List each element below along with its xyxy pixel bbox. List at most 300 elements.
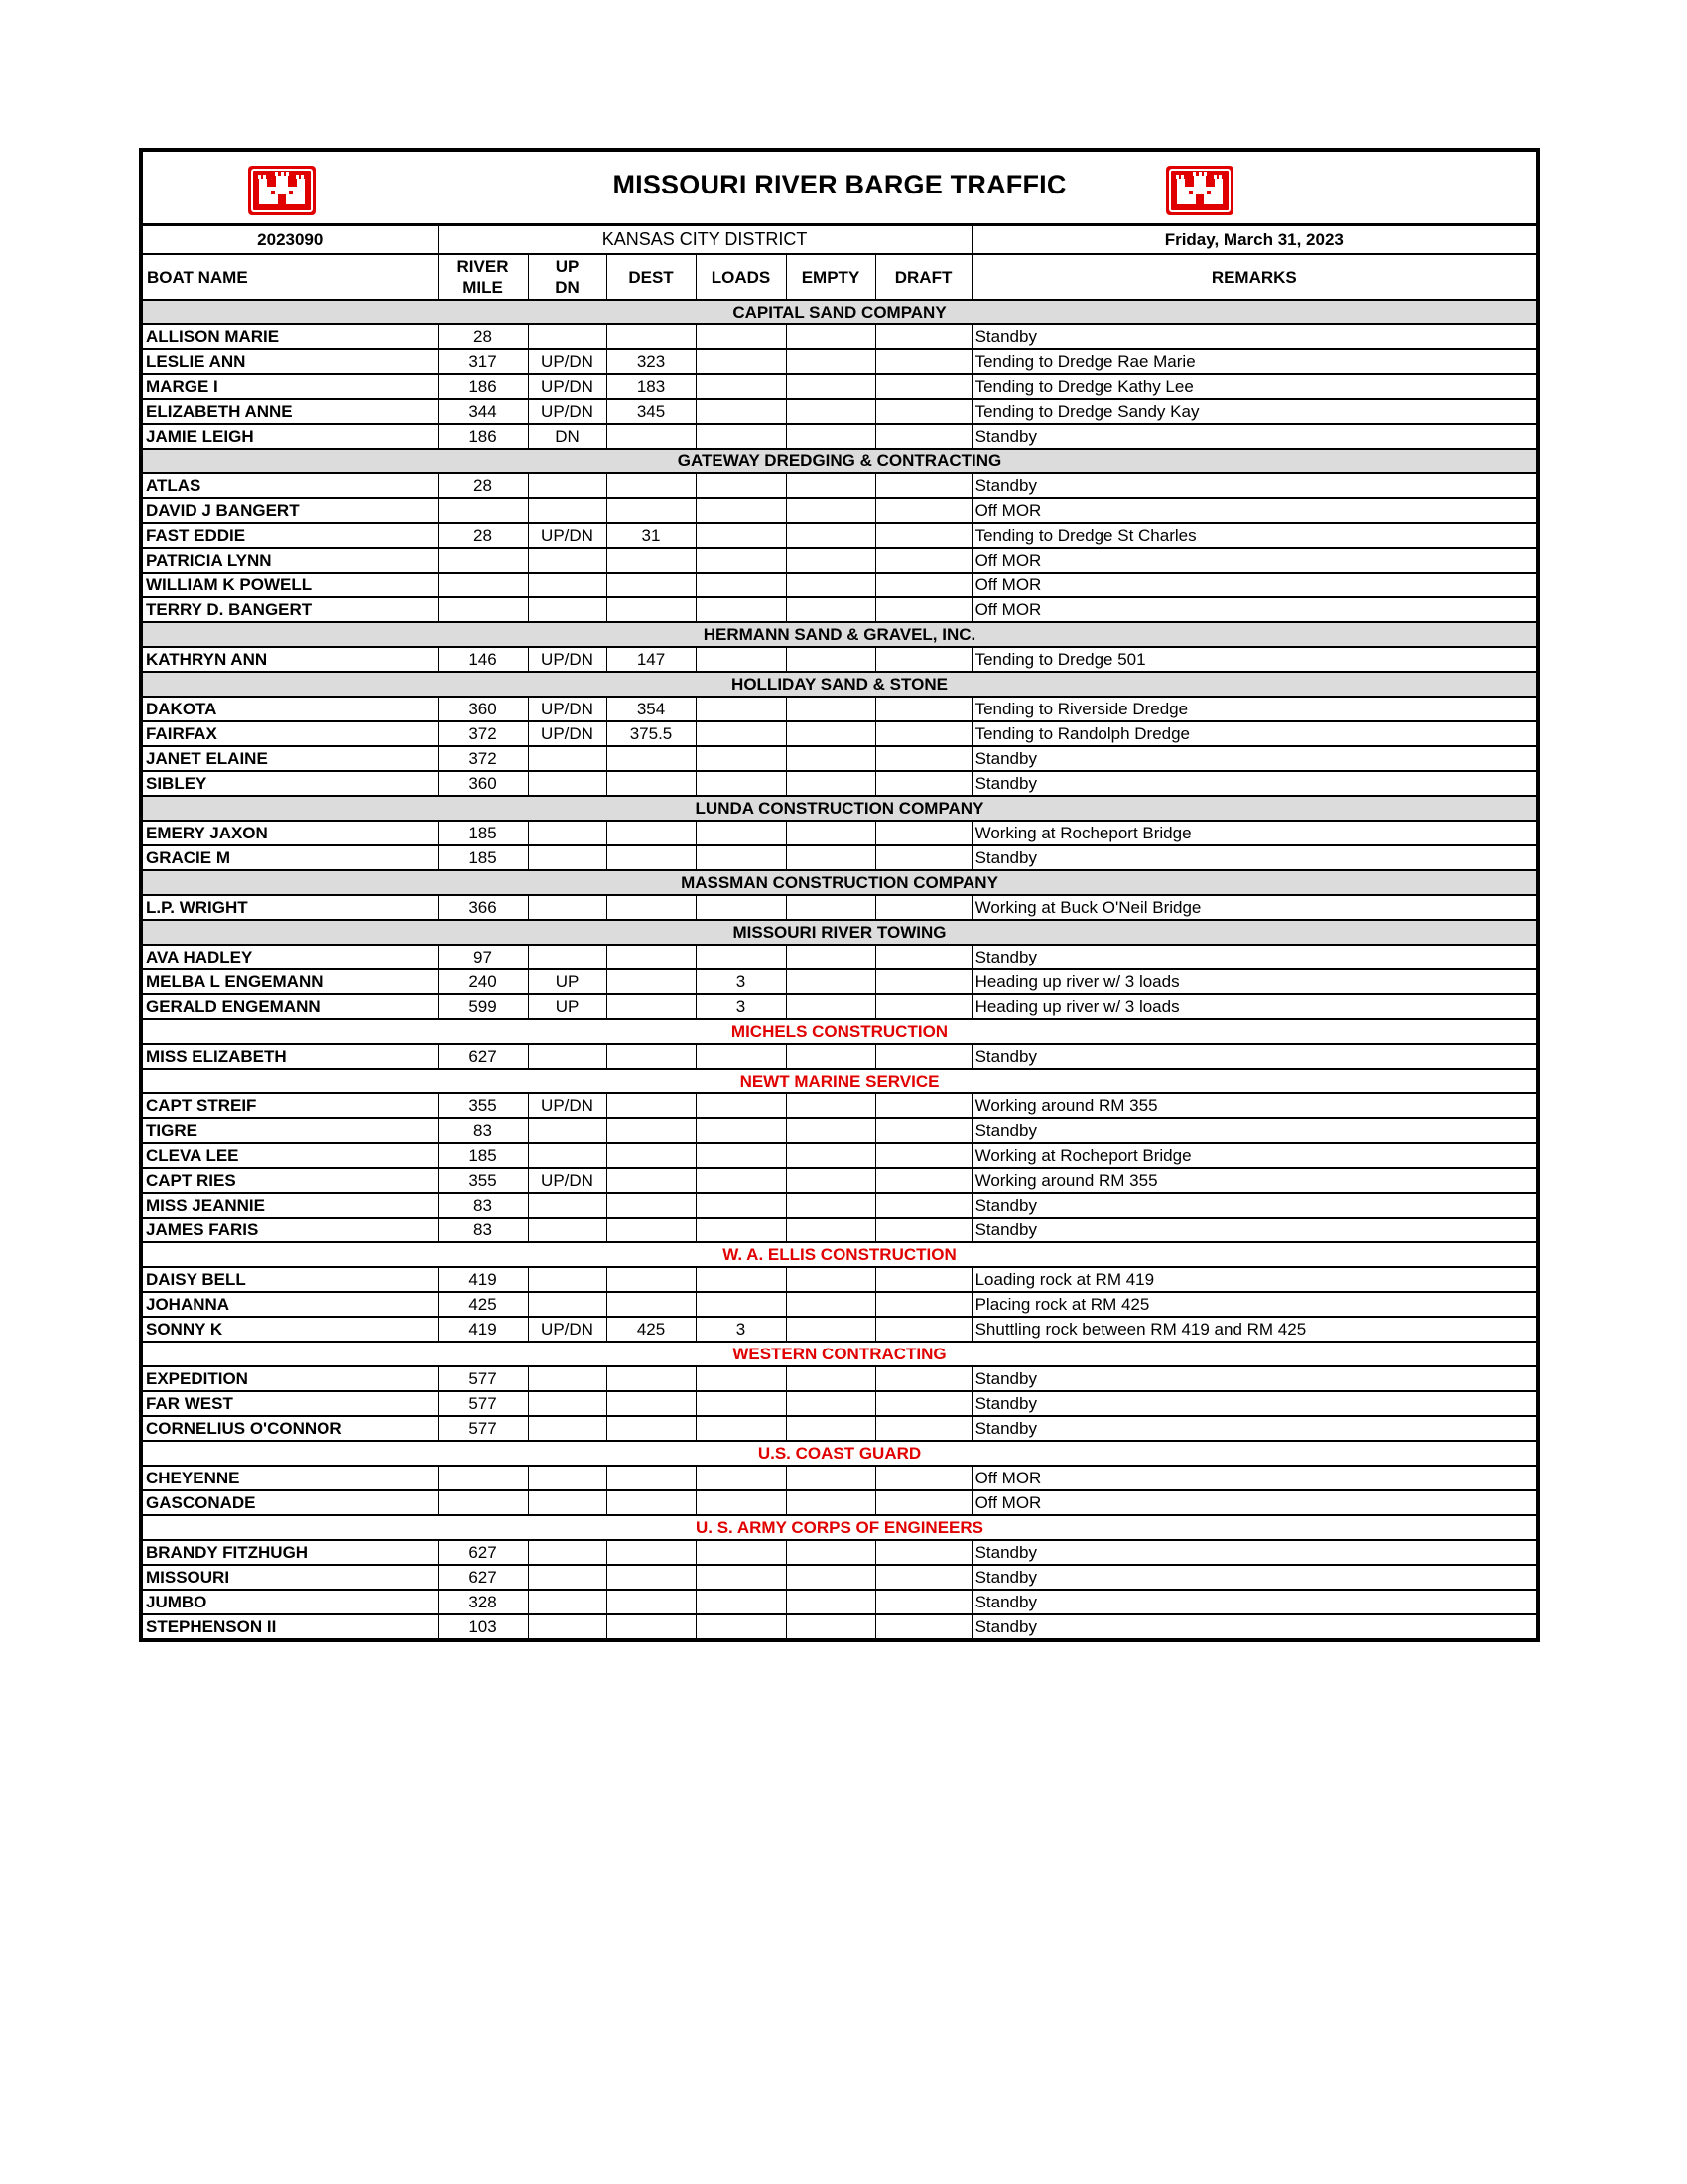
- cell-boat-name: GASCONADE: [143, 1490, 438, 1515]
- cell-dest: [606, 994, 696, 1019]
- cell-draft: [875, 1193, 972, 1218]
- cell-loads: [696, 424, 786, 449]
- cell-loads: [696, 647, 786, 672]
- cell-remarks: Standby: [972, 1590, 1536, 1614]
- cell-river-mile: 419: [438, 1267, 528, 1292]
- boat-row: [143, 771, 1536, 796]
- boat-row: [143, 374, 1536, 399]
- cell-loads: [696, 548, 786, 573]
- boat-row: [143, 548, 1536, 573]
- cell-loads: [696, 1292, 786, 1317]
- cell-dest: [606, 1416, 696, 1441]
- boat-row: [143, 1292, 1536, 1317]
- cell-boat-name: SIBLEY: [143, 771, 438, 796]
- boat-row: [143, 721, 1536, 746]
- company-section-header: [143, 1342, 1536, 1366]
- cell-boat-name: FAST EDDIE: [143, 523, 438, 548]
- boat-row: [143, 1168, 1536, 1193]
- cell-up-dn: UP/DN: [528, 721, 606, 746]
- company-section-header: [143, 449, 1536, 473]
- cell-draft: [875, 349, 972, 374]
- page-title: MISSOURI RIVER BARGE TRAFFIC: [612, 170, 1067, 199]
- cell-draft: [875, 1565, 972, 1590]
- cell-empty: [786, 1366, 875, 1391]
- header-loads: LOADS: [696, 254, 786, 300]
- cell-loads: [696, 895, 786, 920]
- cell-boat-name: MISS JEANNIE: [143, 1193, 438, 1218]
- cell-remarks: Standby: [972, 746, 1536, 771]
- cell-draft: [875, 523, 972, 548]
- cell-loads: [696, 845, 786, 870]
- cell-boat-name: DAKOTA: [143, 697, 438, 721]
- cell-up-dn: UP/DN: [528, 399, 606, 424]
- cell-dest: [606, 771, 696, 796]
- cell-dest: [606, 1490, 696, 1515]
- cell-river-mile: 627: [438, 1044, 528, 1069]
- cell-draft: [875, 473, 972, 498]
- cell-dest: [606, 945, 696, 969]
- header-empty: EMPTY: [786, 254, 875, 300]
- cell-river-mile: 83: [438, 1193, 528, 1218]
- cell-dest: [606, 1218, 696, 1242]
- cell-remarks: Off MOR: [972, 1490, 1536, 1515]
- cell-river-mile: 185: [438, 845, 528, 870]
- cell-empty: [786, 945, 875, 969]
- cell-draft: [875, 1366, 972, 1391]
- boat-row: [143, 1193, 1536, 1218]
- cell-boat-name: PATRICIA LYNN: [143, 548, 438, 573]
- company-name: MISSOURI RIVER TOWING: [143, 920, 1536, 945]
- header-river-mile-line2: MILE: [462, 278, 503, 297]
- cell-dest: [606, 473, 696, 498]
- cell-river-mile: 103: [438, 1614, 528, 1638]
- cell-dest: [606, 1093, 696, 1118]
- cell-up-dn: [528, 1292, 606, 1317]
- cell-remarks: Off MOR: [972, 498, 1536, 523]
- cell-remarks: Tending to Dredge St Charles: [972, 523, 1536, 548]
- cell-river-mile: 186: [438, 374, 528, 399]
- cell-boat-name: CHEYENNE: [143, 1466, 438, 1490]
- cell-up-dn: UP/DN: [528, 374, 606, 399]
- cell-loads: [696, 1143, 786, 1168]
- cell-up-dn: UP/DN: [528, 523, 606, 548]
- company-name: MICHELS CONSTRUCTION: [143, 1019, 1536, 1044]
- cell-dest: 425: [606, 1317, 696, 1342]
- company-name: U. S. ARMY CORPS OF ENGINEERS: [143, 1515, 1536, 1540]
- cell-boat-name: JAMES FARIS: [143, 1218, 438, 1242]
- cell-up-dn: [528, 945, 606, 969]
- cell-up-dn: UP/DN: [528, 349, 606, 374]
- cell-remarks: Off MOR: [972, 597, 1536, 622]
- cell-up-dn: [528, 1466, 606, 1490]
- cell-boat-name: MARGE I: [143, 374, 438, 399]
- cell-draft: [875, 498, 972, 523]
- cell-boat-name: JANET ELAINE: [143, 746, 438, 771]
- cell-up-dn: [528, 597, 606, 622]
- cell-draft: [875, 845, 972, 870]
- cell-up-dn: UP/DN: [528, 647, 606, 672]
- cell-loads: [696, 1267, 786, 1292]
- cell-draft: [875, 721, 972, 746]
- cell-empty: [786, 1143, 875, 1168]
- cell-boat-name: CAPT RIES: [143, 1168, 438, 1193]
- cell-up-dn: [528, 1193, 606, 1218]
- cell-loads: [696, 1366, 786, 1391]
- cell-empty: [786, 324, 875, 349]
- cell-river-mile: 360: [438, 697, 528, 721]
- cell-dest: [606, 1292, 696, 1317]
- cell-loads: [696, 1490, 786, 1515]
- cell-remarks: Standby: [972, 1044, 1536, 1069]
- cell-up-dn: [528, 1366, 606, 1391]
- cell-empty: [786, 771, 875, 796]
- header-remarks: REMARKS: [972, 254, 1536, 300]
- cell-river-mile: 372: [438, 746, 528, 771]
- cell-loads: [696, 1614, 786, 1638]
- title-bar: [143, 152, 1536, 226]
- cell-up-dn: [528, 1218, 606, 1242]
- cell-dest: [606, 1590, 696, 1614]
- boat-row: [143, 399, 1536, 424]
- cell-loads: [696, 1416, 786, 1441]
- cell-boat-name: MISS ELIZABETH: [143, 1044, 438, 1069]
- cell-empty: [786, 473, 875, 498]
- cell-river-mile: [438, 1466, 528, 1490]
- cell-boat-name: FAR WEST: [143, 1391, 438, 1416]
- cell-empty: [786, 1590, 875, 1614]
- cell-remarks: Off MOR: [972, 1466, 1536, 1490]
- cell-boat-name: DAVID J BANGERT: [143, 498, 438, 523]
- cell-dest: [606, 424, 696, 449]
- cell-loads: [696, 349, 786, 374]
- cell-river-mile: 355: [438, 1093, 528, 1118]
- cell-loads: [696, 597, 786, 622]
- cell-empty: [786, 1193, 875, 1218]
- cell-draft: [875, 324, 972, 349]
- header-up-dn-line1: UP: [555, 257, 580, 276]
- cell-dest: [606, 324, 696, 349]
- barge-table: [143, 226, 1536, 1638]
- cell-river-mile: 425: [438, 1292, 528, 1317]
- cell-boat-name: EXPEDITION: [143, 1366, 438, 1391]
- cell-draft: [875, 1118, 972, 1143]
- cell-boat-name: GERALD ENGEMANN: [143, 994, 438, 1019]
- cell-river-mile: 344: [438, 399, 528, 424]
- cell-remarks: Tending to Dredge Rae Marie: [972, 349, 1536, 374]
- boat-row: [143, 1466, 1536, 1490]
- cell-river-mile: 28: [438, 324, 528, 349]
- cell-empty: [786, 1317, 875, 1342]
- cell-boat-name: DAISY BELL: [143, 1267, 438, 1292]
- boat-row: [143, 1143, 1536, 1168]
- cell-boat-name: TIGRE: [143, 1118, 438, 1143]
- boat-row: [143, 969, 1536, 994]
- boat-row: [143, 1590, 1536, 1614]
- company-name: HERMANN SAND & GRAVEL, INC.: [143, 622, 1536, 647]
- cell-river-mile: 83: [438, 1218, 528, 1242]
- cell-remarks: Tending to Randolph Dredge: [972, 721, 1536, 746]
- cell-river-mile: 317: [438, 349, 528, 374]
- cell-loads: 3: [696, 969, 786, 994]
- boat-row: [143, 697, 1536, 721]
- cell-remarks: Standby: [972, 771, 1536, 796]
- company-name: HOLLIDAY SAND & STONE: [143, 672, 1536, 697]
- boat-row: [143, 597, 1536, 622]
- cell-river-mile: 146: [438, 647, 528, 672]
- cell-boat-name: CAPT STREIF: [143, 1093, 438, 1118]
- cell-draft: [875, 895, 972, 920]
- cell-boat-name: EMERY JAXON: [143, 821, 438, 845]
- cell-empty: [786, 1565, 875, 1590]
- cell-loads: 3: [696, 1317, 786, 1342]
- cell-dest: 375.5: [606, 721, 696, 746]
- cell-dest: [606, 821, 696, 845]
- cell-empty: [786, 969, 875, 994]
- company-name: NEWT MARINE SERVICE: [143, 1069, 1536, 1093]
- cell-remarks: Tending to Dredge Kathy Lee: [972, 374, 1536, 399]
- cell-up-dn: [528, 746, 606, 771]
- boat-row: [143, 424, 1536, 449]
- cell-remarks: Standby: [972, 1540, 1536, 1565]
- cell-draft: [875, 1590, 972, 1614]
- company-section-header: [143, 870, 1536, 895]
- cell-boat-name: LESLIE ANN: [143, 349, 438, 374]
- barge-traffic-sheet: [139, 148, 1540, 1642]
- cell-river-mile: [438, 573, 528, 597]
- cell-loads: [696, 523, 786, 548]
- cell-river-mile: 577: [438, 1391, 528, 1416]
- cell-draft: [875, 1540, 972, 1565]
- cell-remarks: Standby: [972, 1416, 1536, 1441]
- company-name: WESTERN CONTRACTING: [143, 1342, 1536, 1366]
- cell-loads: [696, 1193, 786, 1218]
- cell-river-mile: 360: [438, 771, 528, 796]
- boat-row: [143, 1317, 1536, 1342]
- cell-empty: [786, 349, 875, 374]
- cell-empty: [786, 1466, 875, 1490]
- cell-empty: [786, 1093, 875, 1118]
- cell-river-mile: 328: [438, 1590, 528, 1614]
- cell-draft: [875, 1466, 972, 1490]
- cell-up-dn: [528, 1143, 606, 1168]
- cell-loads: [696, 399, 786, 424]
- cell-empty: [786, 721, 875, 746]
- cell-loads: [696, 1466, 786, 1490]
- company-name: GATEWAY DREDGING & CONTRACTING: [143, 449, 1536, 473]
- cell-loads: [696, 473, 786, 498]
- cell-loads: [696, 746, 786, 771]
- cell-remarks: Heading up river w/ 3 loads: [972, 969, 1536, 994]
- cell-empty: [786, 1044, 875, 1069]
- cell-river-mile: 28: [438, 523, 528, 548]
- cell-draft: [875, 969, 972, 994]
- cell-dest: [606, 1614, 696, 1638]
- cell-loads: 3: [696, 994, 786, 1019]
- cell-dest: [606, 1193, 696, 1218]
- cell-remarks: Tending to Dredge Sandy Kay: [972, 399, 1536, 424]
- cell-remarks: Tending to Riverside Dredge: [972, 697, 1536, 721]
- boat-row: [143, 1218, 1536, 1242]
- cell-remarks: Standby: [972, 1366, 1536, 1391]
- cell-boat-name: JAMIE LEIGH: [143, 424, 438, 449]
- cell-dest: 345: [606, 399, 696, 424]
- company-section-header: [143, 796, 1536, 821]
- cell-loads: [696, 697, 786, 721]
- cell-dest: [606, 845, 696, 870]
- cell-up-dn: [528, 895, 606, 920]
- cell-dest: 183: [606, 374, 696, 399]
- cell-boat-name: FAIRFAX: [143, 721, 438, 746]
- cell-boat-name: CORNELIUS O'CONNOR: [143, 1416, 438, 1441]
- cell-empty: [786, 523, 875, 548]
- cell-boat-name: CLEVA LEE: [143, 1143, 438, 1168]
- cell-remarks: Off MOR: [972, 573, 1536, 597]
- cell-empty: [786, 573, 875, 597]
- boat-row: [143, 498, 1536, 523]
- cell-remarks: Working at Buck O'Neil Bridge: [972, 895, 1536, 920]
- cell-up-dn: [528, 548, 606, 573]
- cell-empty: [786, 597, 875, 622]
- boat-row: [143, 1366, 1536, 1391]
- cell-empty: [786, 895, 875, 920]
- cell-empty: [786, 1118, 875, 1143]
- cell-up-dn: [528, 1540, 606, 1565]
- cell-up-dn: [528, 1391, 606, 1416]
- company-name: U.S. COAST GUARD: [143, 1441, 1536, 1466]
- cell-river-mile: 372: [438, 721, 528, 746]
- cell-up-dn: [528, 771, 606, 796]
- cell-empty: [786, 697, 875, 721]
- cell-remarks: Standby: [974, 1617, 1037, 1636]
- cell-loads: [696, 1218, 786, 1242]
- cell-river-mile: [438, 548, 528, 573]
- cell-river-mile: 419: [438, 1317, 528, 1342]
- cell-dest: [606, 1143, 696, 1168]
- district-name: KANSAS CITY DISTRICT: [438, 226, 972, 254]
- header-draft: DRAFT: [875, 254, 972, 300]
- cell-up-dn: UP/DN: [528, 1168, 606, 1193]
- cell-draft: [875, 1317, 972, 1342]
- cell-boat-name: KATHRYN ANN: [143, 647, 438, 672]
- cell-up-dn: [528, 1044, 606, 1069]
- company-section-header: [143, 300, 1536, 324]
- cell-remarks: Standby: [972, 1193, 1536, 1218]
- cell-boat-name: BRANDY FITZHUGH: [143, 1540, 438, 1565]
- cell-empty: [786, 1614, 875, 1638]
- cell-empty: [786, 548, 875, 573]
- cell-loads: [696, 721, 786, 746]
- cell-draft: [875, 1416, 972, 1441]
- cell-up-dn: DN: [528, 424, 606, 449]
- cell-draft: [875, 1168, 972, 1193]
- cell-draft: [875, 697, 972, 721]
- boat-row: [143, 845, 1536, 870]
- cell-remarks: Standby: [972, 324, 1536, 349]
- report-id: 2023090: [143, 226, 438, 254]
- header-up-dn-line2: DN: [555, 278, 580, 297]
- cell-up-dn: [528, 845, 606, 870]
- cell-up-dn: UP/DN: [528, 697, 606, 721]
- company-section-header: [143, 1242, 1536, 1267]
- cell-up-dn: [528, 1416, 606, 1441]
- company-section-header: [143, 1441, 1536, 1466]
- cell-dest: 31: [606, 523, 696, 548]
- cell-remarks: Standby: [972, 473, 1536, 498]
- cell-empty: [786, 424, 875, 449]
- boat-row: [143, 1391, 1536, 1416]
- cell-up-dn: UP/DN: [528, 1317, 606, 1342]
- cell-draft: [875, 1218, 972, 1242]
- header-river-mile: [438, 254, 528, 300]
- cell-loads: [696, 1118, 786, 1143]
- cell-river-mile: [438, 597, 528, 622]
- cell-remarks: Working at Rocheport Bridge: [972, 821, 1536, 845]
- cell-boat-name: SONNY K: [143, 1317, 438, 1342]
- boat-row: [143, 1540, 1536, 1565]
- cell-river-mile: 577: [438, 1416, 528, 1441]
- cell-empty: [786, 845, 875, 870]
- cell-remarks: Standby: [972, 1391, 1536, 1416]
- cell-boat-name: JUMBO: [143, 1590, 438, 1614]
- cell-empty: [786, 1292, 875, 1317]
- cell-remarks: Heading up river w/ 3 loads: [972, 994, 1536, 1019]
- cell-boat-name: L.P. WRIGHT: [143, 895, 438, 920]
- cell-river-mile: 577: [438, 1366, 528, 1391]
- cell-draft: [875, 424, 972, 449]
- boat-row: [143, 746, 1536, 771]
- cell-draft: [875, 573, 972, 597]
- cell-draft: [875, 1267, 972, 1292]
- cell-river-mile: 185: [438, 1143, 528, 1168]
- cell-river-mile: 627: [438, 1540, 528, 1565]
- cell-loads: [696, 1540, 786, 1565]
- boat-row: [143, 994, 1536, 1019]
- boat-row: [143, 895, 1536, 920]
- company-section-header: [143, 920, 1536, 945]
- cell-loads: [696, 945, 786, 969]
- boat-row: [143, 1118, 1536, 1143]
- cell-dest: 147: [606, 647, 696, 672]
- cell-remarks: Standby: [972, 1218, 1536, 1242]
- cell-loads: [696, 1565, 786, 1590]
- header-dest: DEST: [606, 254, 696, 300]
- cell-dest: [606, 1540, 696, 1565]
- column-header-row: [143, 254, 1536, 300]
- cell-remarks: Off MOR: [972, 548, 1536, 573]
- company-section-header: [143, 1515, 1536, 1540]
- cell-river-mile: 240: [438, 969, 528, 994]
- castle-icon: [1165, 165, 1234, 216]
- cell-dest: [606, 1565, 696, 1590]
- boat-row: [143, 1416, 1536, 1441]
- cell-empty: [786, 821, 875, 845]
- cell-boat-name: TERRY D. BANGERT: [143, 597, 438, 622]
- cell-boat-name: ELIZABETH ANNE: [143, 399, 438, 424]
- cell-dest: [606, 969, 696, 994]
- cell-empty: [786, 1218, 875, 1242]
- boat-row: [143, 349, 1536, 374]
- header-up-dn: [528, 254, 606, 300]
- cell-boat-name: JOHANNA: [143, 1292, 438, 1317]
- cell-river-mile: 355: [438, 1168, 528, 1193]
- cell-dest: [606, 895, 696, 920]
- cell-loads: [696, 1168, 786, 1193]
- cell-river-mile: 83: [438, 1118, 528, 1143]
- cell-loads: [696, 374, 786, 399]
- cell-draft: [875, 821, 972, 845]
- cell-dest: [606, 1391, 696, 1416]
- cell-remarks: Standby: [972, 1565, 1536, 1590]
